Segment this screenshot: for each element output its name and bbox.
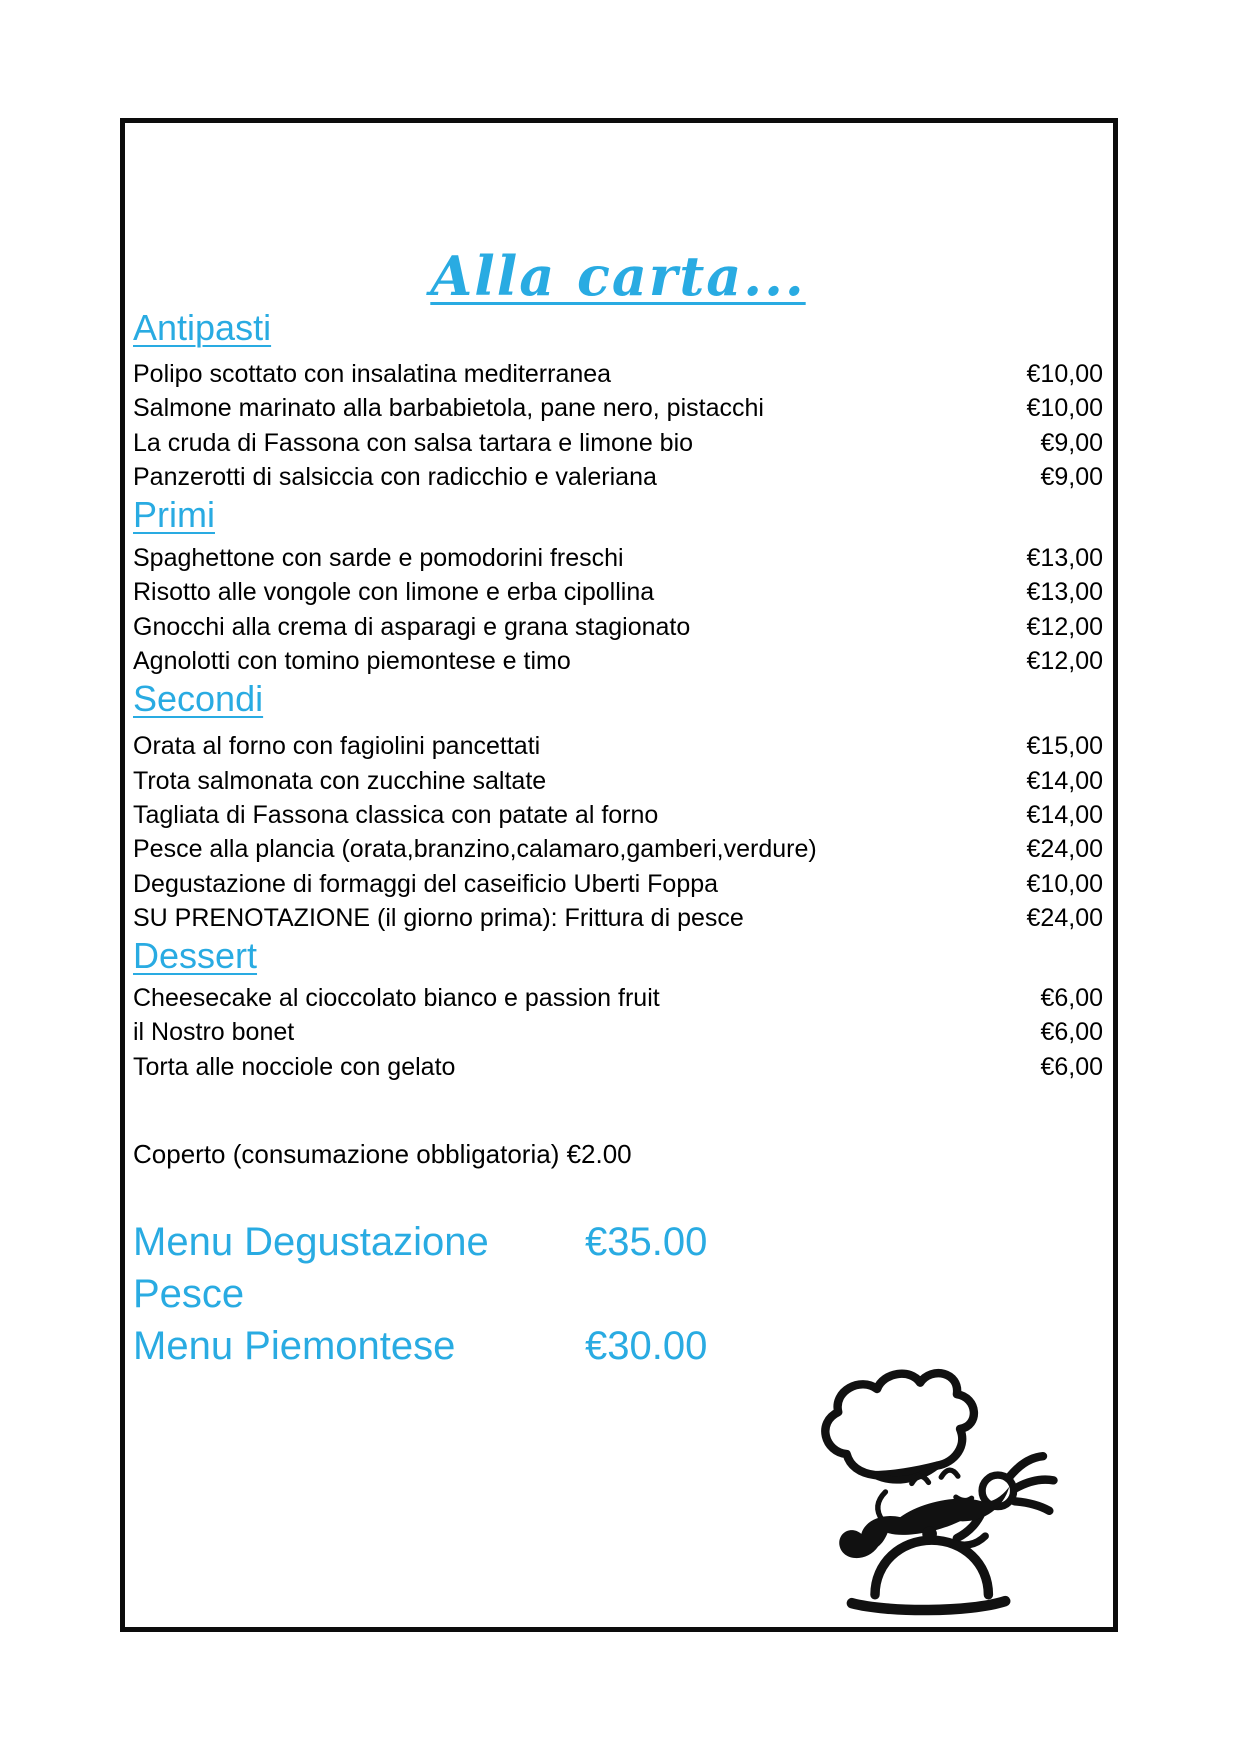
dish-price: €13,00 xyxy=(1026,544,1103,573)
dish-price: €13,00 xyxy=(1026,578,1103,607)
dish-name: Agnolotti con tomino piemontese e timo xyxy=(133,647,571,676)
menu-item-row xyxy=(133,981,1103,1015)
fixed-menu-row xyxy=(133,1216,1103,1320)
dish-name: SU PRENOTAZIONE (il giorno prima): Frittura di pesce xyxy=(133,903,744,932)
menu-item-row xyxy=(133,426,1103,460)
menu-item-row xyxy=(133,575,1103,609)
fixed-menus xyxy=(133,1216,1103,1372)
dish-name: Cheesecake al cioccolato bianco e passion fruit xyxy=(133,984,660,1013)
dish-price: €12,00 xyxy=(1026,647,1103,676)
dish-name: Polipo scottato con insalatina mediterranea xyxy=(133,360,612,388)
dish-name: Spaghettone con sarde e pomodorini freschi xyxy=(133,544,624,573)
dish-price: €9,00 xyxy=(1040,462,1103,491)
dish-name: Trota salmonata con zucchine saltate xyxy=(133,766,547,795)
dish-price: €12,00 xyxy=(1026,612,1103,641)
dish-name: Risotto alle vongole con limone e erba cipollina xyxy=(133,578,655,607)
coperto-note: Coperto (consumazione obbligatoria) €2.00 xyxy=(133,1139,632,1170)
dish-name: Gnocchi alla crema di asparagi e grana stagionato xyxy=(133,612,691,641)
dish-name: il Nostro bonet xyxy=(133,1018,295,1047)
menu-item-row xyxy=(133,1015,1103,1049)
dish-price: €24,00 xyxy=(1026,903,1103,932)
fixed-menu-price: €35.00 xyxy=(585,1220,708,1265)
dish-name: Degustazione di formaggi del caseificio Uberti Foppa xyxy=(133,869,719,898)
chef-hat-icon xyxy=(825,1373,974,1475)
menu-item-row xyxy=(133,541,1103,575)
menu-item-row xyxy=(133,832,1103,866)
menu-title: Alla carta... xyxy=(430,244,806,308)
dish-name: Pesce alla plancia (orata,branzino,calamaro,gamberi,verdure) xyxy=(133,835,817,864)
section-heading-secondi: Secondi xyxy=(133,678,264,720)
menu-item-row xyxy=(133,460,1103,494)
dish-name: Torta alle nocciole con gelato xyxy=(133,1052,456,1081)
dish-price: €6,00 xyxy=(1040,984,1103,1013)
dish-name: Tagliata di Fassona classica con patate al forno xyxy=(133,800,659,829)
fixed-menu-price: €30.00 xyxy=(585,1324,708,1369)
section-heading-antipasti: Antipasti xyxy=(133,307,272,348)
menu-item-row xyxy=(133,901,1103,935)
dish-name: Panzerotti di salsiccia con radicchio e valeriana xyxy=(133,462,657,491)
cloche-icon xyxy=(875,1540,988,1595)
dish-price: €15,00 xyxy=(1026,732,1103,761)
dish-price: €9,00 xyxy=(1040,428,1103,457)
menu-item-row xyxy=(133,644,1103,678)
dish-price: €24,00 xyxy=(1026,835,1103,864)
fixed-menu-name: Menu Degustazione Pesce xyxy=(133,1220,489,1317)
fixed-menu-row xyxy=(133,1320,1103,1372)
section-heading-dessert: Dessert xyxy=(133,935,258,977)
chef-cloche-illustration xyxy=(812,1368,1064,1620)
section-items-primi xyxy=(133,541,1103,678)
cloche-knob-icon xyxy=(922,1527,937,1542)
section-heading-primi: Primi xyxy=(133,494,215,536)
menu-item-row xyxy=(133,610,1103,644)
section-items-dessert xyxy=(133,981,1103,1084)
dish-price: €6,00 xyxy=(1040,1018,1103,1047)
section-items-secondi xyxy=(133,729,1103,935)
dish-name: Orata al forno con fagiolini pancettati xyxy=(133,732,541,761)
menu-item-row xyxy=(133,764,1103,798)
menu-item-row xyxy=(133,798,1103,832)
dish-price: €6,00 xyxy=(1040,1052,1103,1081)
dish-price: €14,00 xyxy=(1026,766,1103,795)
menu-item-row xyxy=(133,867,1103,901)
menu-item-row xyxy=(133,391,1103,425)
dish-name: La cruda di Fassona con salsa tartara e limone bio xyxy=(133,428,694,457)
dish-name: Salmone marinato alla barbabietola, pane nero, pistacchi xyxy=(133,394,764,423)
dish-price: €10,00 xyxy=(1026,394,1103,423)
menu-item-row xyxy=(133,357,1103,391)
fixed-menu-name: Menu Piemontese xyxy=(133,1324,456,1369)
menu-item-row xyxy=(133,729,1103,763)
dish-price: €14,00 xyxy=(1026,800,1103,829)
menu-item-row xyxy=(133,1050,1103,1084)
dish-price: €10,00 xyxy=(1026,869,1103,898)
section-items-antipasti xyxy=(133,357,1103,494)
dish-price: €10,00 xyxy=(1026,360,1103,388)
